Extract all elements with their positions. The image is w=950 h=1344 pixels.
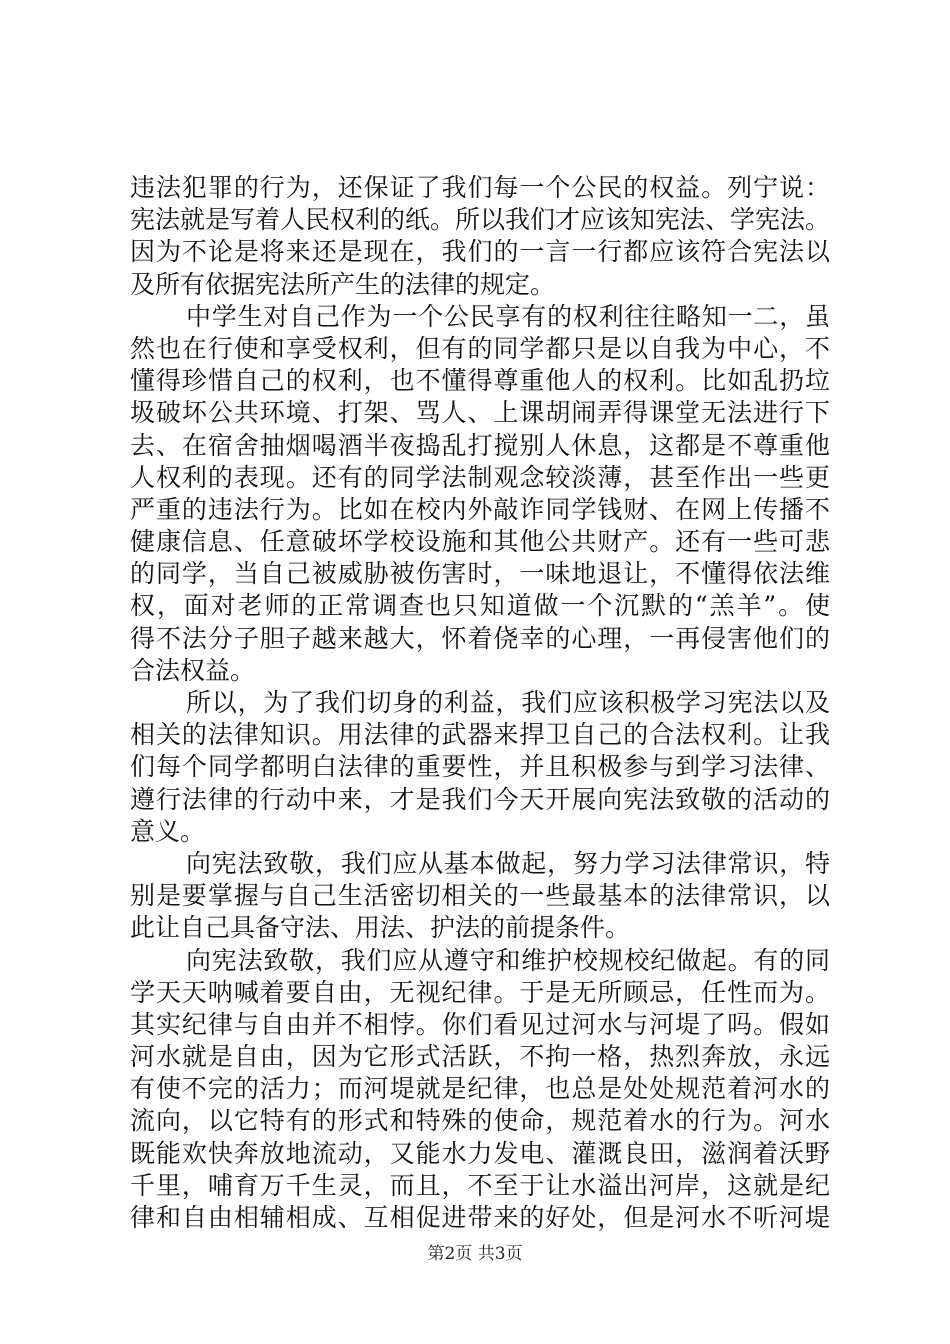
text-line: 去、在宿舍抽烟喝酒半夜捣乱打搅别人休息，这都是不尊重他 <box>130 430 830 460</box>
text-line: 们每个同学都明白法律的重要性，并且积极参与到学习法律、 <box>130 752 830 782</box>
paragraph <box>130 301 830 687</box>
text-line: 律和自由相辅相成、互相促进带来的好处，但是河水不听河堤 <box>130 1203 830 1232</box>
paragraph <box>130 945 830 1235</box>
text-line: 违法犯罪的行为，还保证了我们每一个公民的权益。列宁说： <box>130 173 830 202</box>
text-line: 学天天呐喊着要自由，无视纪律。于是无所顾忌，任性而为。 <box>130 977 830 1007</box>
text-line: 健康信息、任意破坏学校设施和其他公共财产。还有一些可悲 <box>130 527 830 557</box>
document-body <box>130 172 830 1234</box>
page-number-footer: 第2页 共3页 <box>427 1244 523 1264</box>
text-line: 既能欢快奔放地流动，又能水力发电、灌溉良田，滋润着沃野 <box>130 1138 830 1168</box>
text-line: 严重的违法行为。比如在校内外敲诈同学钱财、在网上传播不 <box>130 494 830 524</box>
text-line: 圾破坏公共环境、打架、骂人、上课胡闹弄得课堂无法进行下 <box>130 398 830 428</box>
paragraph <box>130 687 830 848</box>
text-line: 的同学，当自己被威胁被伤害时，一味地退让，不懂得依法维 <box>130 559 830 589</box>
text-line: 中学生对自己作为一个公民享有的权利往往略知一二，虽 <box>186 301 830 331</box>
text-line: 合法权益。 <box>130 655 256 685</box>
text-line: 有使不完的活力；而河堤就是纪律，也总是处处规范着河水的 <box>130 1074 830 1104</box>
text-line: 别是要掌握与自己生活密切相关的一些最基本的法律常识，以 <box>130 881 830 911</box>
text-line: 及所有依据宪法所产生的法律的规定。 <box>130 269 556 299</box>
text-line: 流向，以它特有的形式和特殊的使命，规范着水的行为。河水 <box>130 1106 830 1136</box>
text-line: 因为不论是将来还是现在，我们的一言一行都应该符合宪法以 <box>130 237 830 267</box>
text-line: 相关的法律知识。用法律的武器来捍卫自己的合法权利。让我 <box>130 720 830 750</box>
text-line: 得不法分子胆子越来越大，怀着侥幸的心理，一再侵害他们的 <box>130 623 830 653</box>
text-line: 此让自己具备守法、用法、护法的前提条件。 <box>130 913 631 943</box>
text-line: 权，面对老师的正常调查也只知道做一个沉默的“羔羊”。使 <box>130 591 830 621</box>
text-line: 意义。 <box>130 816 206 846</box>
text-line: 宪法就是写着人民权利的纸。所以我们才应该知宪法、学宪法。 <box>130 205 831 235</box>
text-line: 懂得珍惜自己的权利，也不懂得尊重他人的权利。比如乱扔垃 <box>130 366 830 396</box>
text-line: 千里，哺育万千生灵，而且，不至于让水溢出河岸，这就是纪 <box>130 1170 830 1200</box>
text-line: 所以，为了我们切身的利益，我们应该积极学习宪法以及 <box>186 688 830 717</box>
text-line: 其实纪律与自由并不相悖。你们看见过河水与河堤了吗。假如 <box>130 1009 830 1039</box>
paragraph <box>130 848 830 945</box>
text-line: 河水就是自由，因为它形式活跃，不拘一格，热烈奔放，永远 <box>130 1042 830 1072</box>
paragraph <box>130 172 830 301</box>
text-line: 然也在行使和享受权利，但有的同学都只是以自我为中心，不 <box>130 333 830 363</box>
text-line: 人权利的表现。还有的同学法制观念较淡薄，甚至作出一些更 <box>130 462 830 492</box>
text-line: 向宪法致敬，我们应从遵守和维护校规校纪做起。有的同 <box>186 945 830 975</box>
text-line: 遵行法律的行动中来，才是我们今天开展向宪法致敬的活动的 <box>130 784 830 814</box>
text-line: 向宪法致敬，我们应从基本做起，努力学习法律常识，特 <box>186 848 830 878</box>
